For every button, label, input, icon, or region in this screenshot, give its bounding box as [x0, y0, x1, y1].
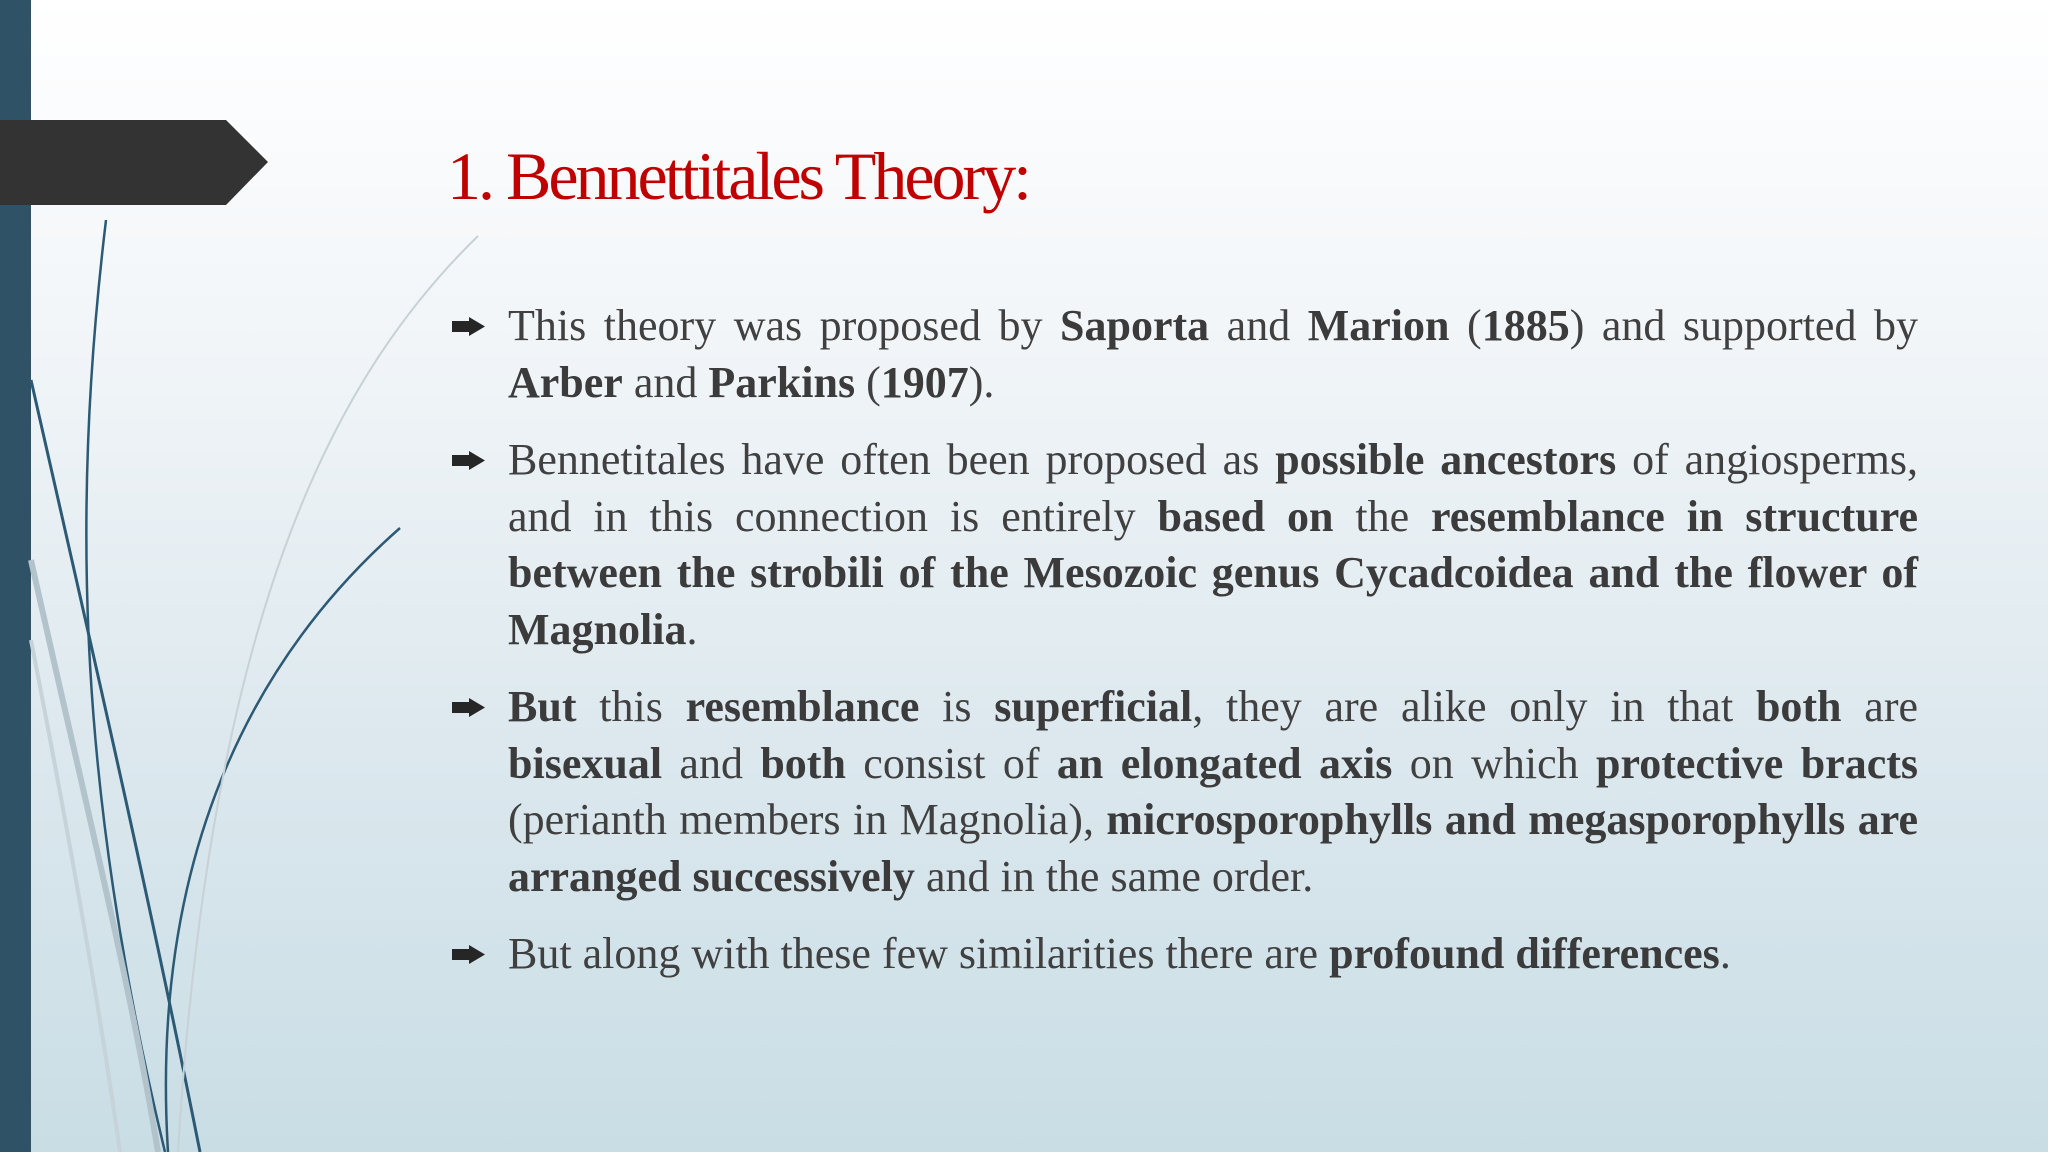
bold-run: bisexual — [508, 738, 663, 788]
bold-run: 1885 — [1481, 301, 1570, 350]
bullet-list — [450, 298, 1918, 1004]
bold-run: resemblance — [685, 682, 920, 731]
bold-run: protective bracts — [1596, 738, 1918, 788]
right-arrow-icon — [452, 945, 485, 964]
bold-run: both — [760, 738, 846, 788]
bullet-text: This theory was proposed by Saporta and Marion (1885) and supported by Arber and Parkins (1907). — [508, 301, 1918, 407]
bold-run: an elongated axis — [1056, 738, 1393, 788]
bullet-item-1 — [450, 298, 1918, 411]
bold-run: superficial — [994, 682, 1193, 731]
slide-title: 1. Bennettitales Theory: — [447, 138, 1030, 214]
bold-run: possible ancestors — [1275, 435, 1617, 484]
bold-run: profound differences — [1329, 929, 1720, 978]
bullet-item-2 — [450, 432, 1918, 658]
bold-run: Parkins — [708, 357, 856, 407]
bullet-text: But this resemblance is superficial, they are alike only in that both are bisexual and both consist of an elongated axis on which protective bracts (perianth members in Magnolia), microsporophylls and megasporophylls are arranged successively and in the same order. — [508, 682, 1918, 901]
bold-run: Arber — [508, 357, 623, 407]
bullet-text: But along with these few similarities there are profound differences. — [508, 929, 1731, 978]
right-arrow-icon — [452, 698, 485, 717]
bold-run: But — [508, 682, 577, 731]
bullet-text: Bennetitales have often been proposed as possible ancestors of angiosperms, and in this connection is entirely based on the resemblance in structure between the strobili of the Mesozoic genus Cycadcoidea and the flower of Magnolia. — [508, 435, 1919, 654]
right-arrow-icon — [452, 451, 485, 470]
bullet-item-4 — [450, 926, 1918, 983]
bold-run: based on — [1157, 491, 1334, 541]
right-arrow-icon — [452, 317, 485, 336]
bold-run: Saporta — [1060, 301, 1210, 350]
bold-run: resemblance in structure between the strobili of the Mesozoic genus Cycadcoidea and the flower of Magnolia — [508, 491, 1918, 654]
title-arrow-tab — [0, 120, 268, 205]
bullet-item-3 — [450, 679, 1918, 905]
bold-run: both — [1755, 682, 1842, 731]
bold-run: Marion — [1307, 301, 1450, 350]
bold-run: 1907 — [880, 357, 969, 407]
bold-run: microsporophylls and megasporophylls are arranged successively — [508, 795, 1918, 901]
